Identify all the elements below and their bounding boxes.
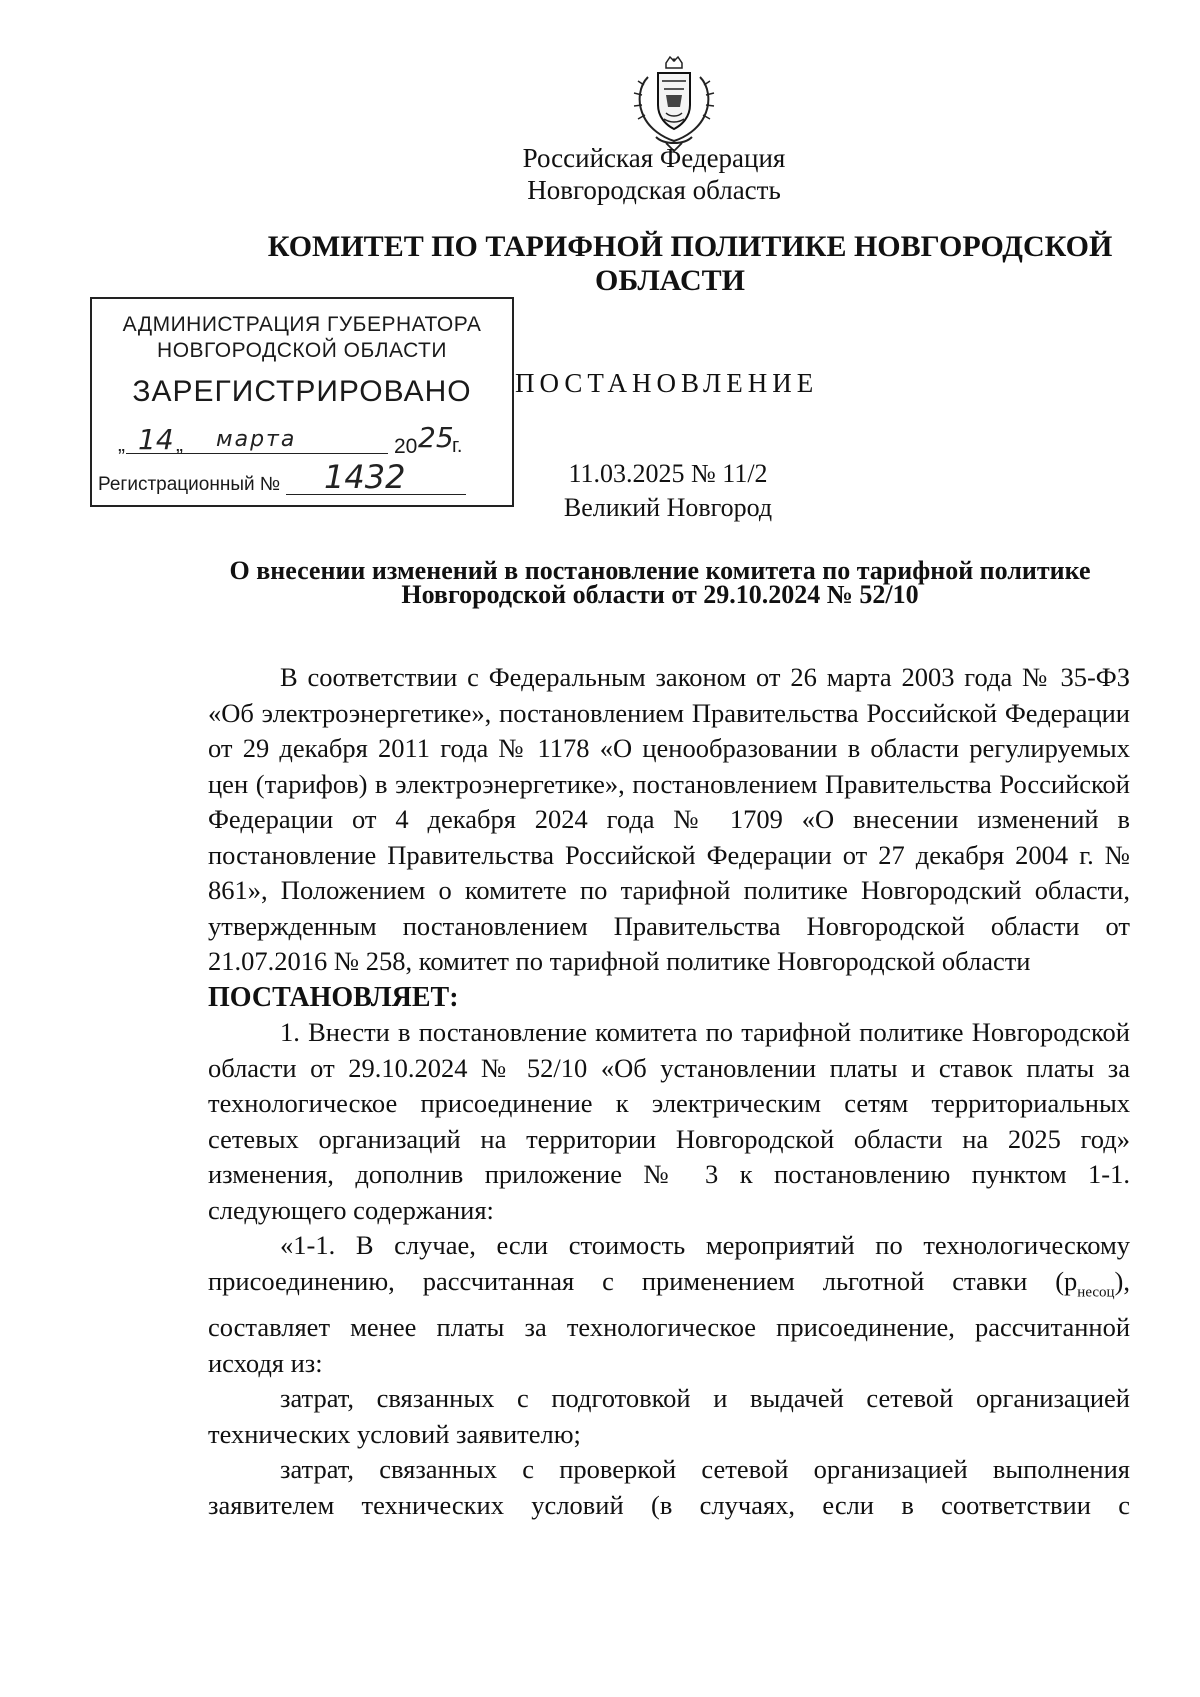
- stamp-region-line: НОВГОРОДСКОЙ ОБЛАСТИ: [157, 339, 447, 362]
- cost-item-1: затрат, связанных с подготовкой и выдачей сетевой организацией технических условий заявителю;: [208, 1383, 1130, 1449]
- document-body: [208, 660, 1130, 1523]
- stamp-reg-label: Регистрационный №: [98, 474, 281, 495]
- quote-paragraph: «1-1. В случае, если стоимость мероприятий по технологическому присоединению, рассчитанная с применением льготной ставки $(р_{несоц})$, составляет менее платы за технологическое присоединение, рассчитанной исходя из:: [208, 1230, 1130, 1378]
- resolves-heading: ПОСТАНОВЛЯЕТ:: [208, 981, 459, 1013]
- stamp-month: марта: [216, 427, 297, 452]
- cost-item-2: затрат, связанных с проверкой сетевой организацией выполнения заявителем технических условий (в случаях, если в соответствии с: [208, 1454, 1130, 1520]
- stamp-reg-number-row: [98, 458, 508, 500]
- document-city: Великий Новгород: [563, 493, 773, 522]
- stamp-year-prefix: 20: [394, 435, 418, 458]
- stamp-registered-label: ЗАРЕГИСТРИРОВАНО: [132, 375, 472, 408]
- document-title-line2: Новгородской области от 29.10.2024 № 52/10: [401, 580, 919, 609]
- stamp-date-row: „ 14 „ марта 20 25 г.: [118, 421, 463, 458]
- region-name: Новгородская область: [527, 175, 781, 205]
- committee-name-line2: ОБЛАСТИ: [595, 264, 745, 297]
- stamp-year-letter: г.: [452, 435, 463, 457]
- document-type: ПОСТАНОВЛЕНИЕ: [515, 368, 819, 398]
- stamp-admin-line: АДМИНИСТРАЦИЯ ГУБЕРНАТОРА: [122, 313, 482, 336]
- stamp-day: 14: [138, 423, 174, 456]
- item-1-paragraph: 1. Внести в постановление комитета по тарифной политике Новгородской области от 29.10.2024 № 52/10 «Об установлении платы и ставок платы за технологическое присоединение к электрическим сетям территориальных сетевых организаций на территории Новгородской области на 2025 год» изменения, дополнив приложение № 3 к постановлению пунктом 1-1. следующего содержания:: [208, 1017, 1130, 1225]
- committee-name-line1: КОМИТЕТ ПО ТАРИФНОЙ ПОЛИТИКЕ НОВГОРОДСКОЙ: [267, 230, 1113, 263]
- preamble-paragraph: В соответствии с Федеральным законом от 26 марта 2003 года № 35-ФЗ «Об электроэнергетике», постановлением Правительства Российской Федерации от 29 декабря 2011 года № 1178 «О ценообразовании в области регулируемых цен (тарифов) в электроэнергетике», постановлением Правительства Российской Федерации от 4 декабря 2024 года № 1709 «О внесении изменений в постановление Правительства Российской Федерации от 27 декабря 2004 г. № 861», Положением о комитете по тарифной политике Новгородский области, утвержденным постановлением Правительства Новгородской области от 21.07.2016 № 258, комитет по тарифной политике Новгородской области: [208, 662, 1130, 976]
- document-title-line1: О внесении изменений в постановление комитета по тарифной политике: [229, 556, 1091, 585]
- rate-subscript: несоц: [1077, 1283, 1115, 1300]
- stamp-year-suffix: 25: [418, 421, 454, 454]
- country-name: Российская Федерация: [522, 143, 786, 173]
- registration-stamp: [90, 297, 514, 507]
- stamp-reg-number: 1432: [324, 458, 406, 496]
- document-date-number: 11.03.2025 № 11/2: [568, 459, 768, 488]
